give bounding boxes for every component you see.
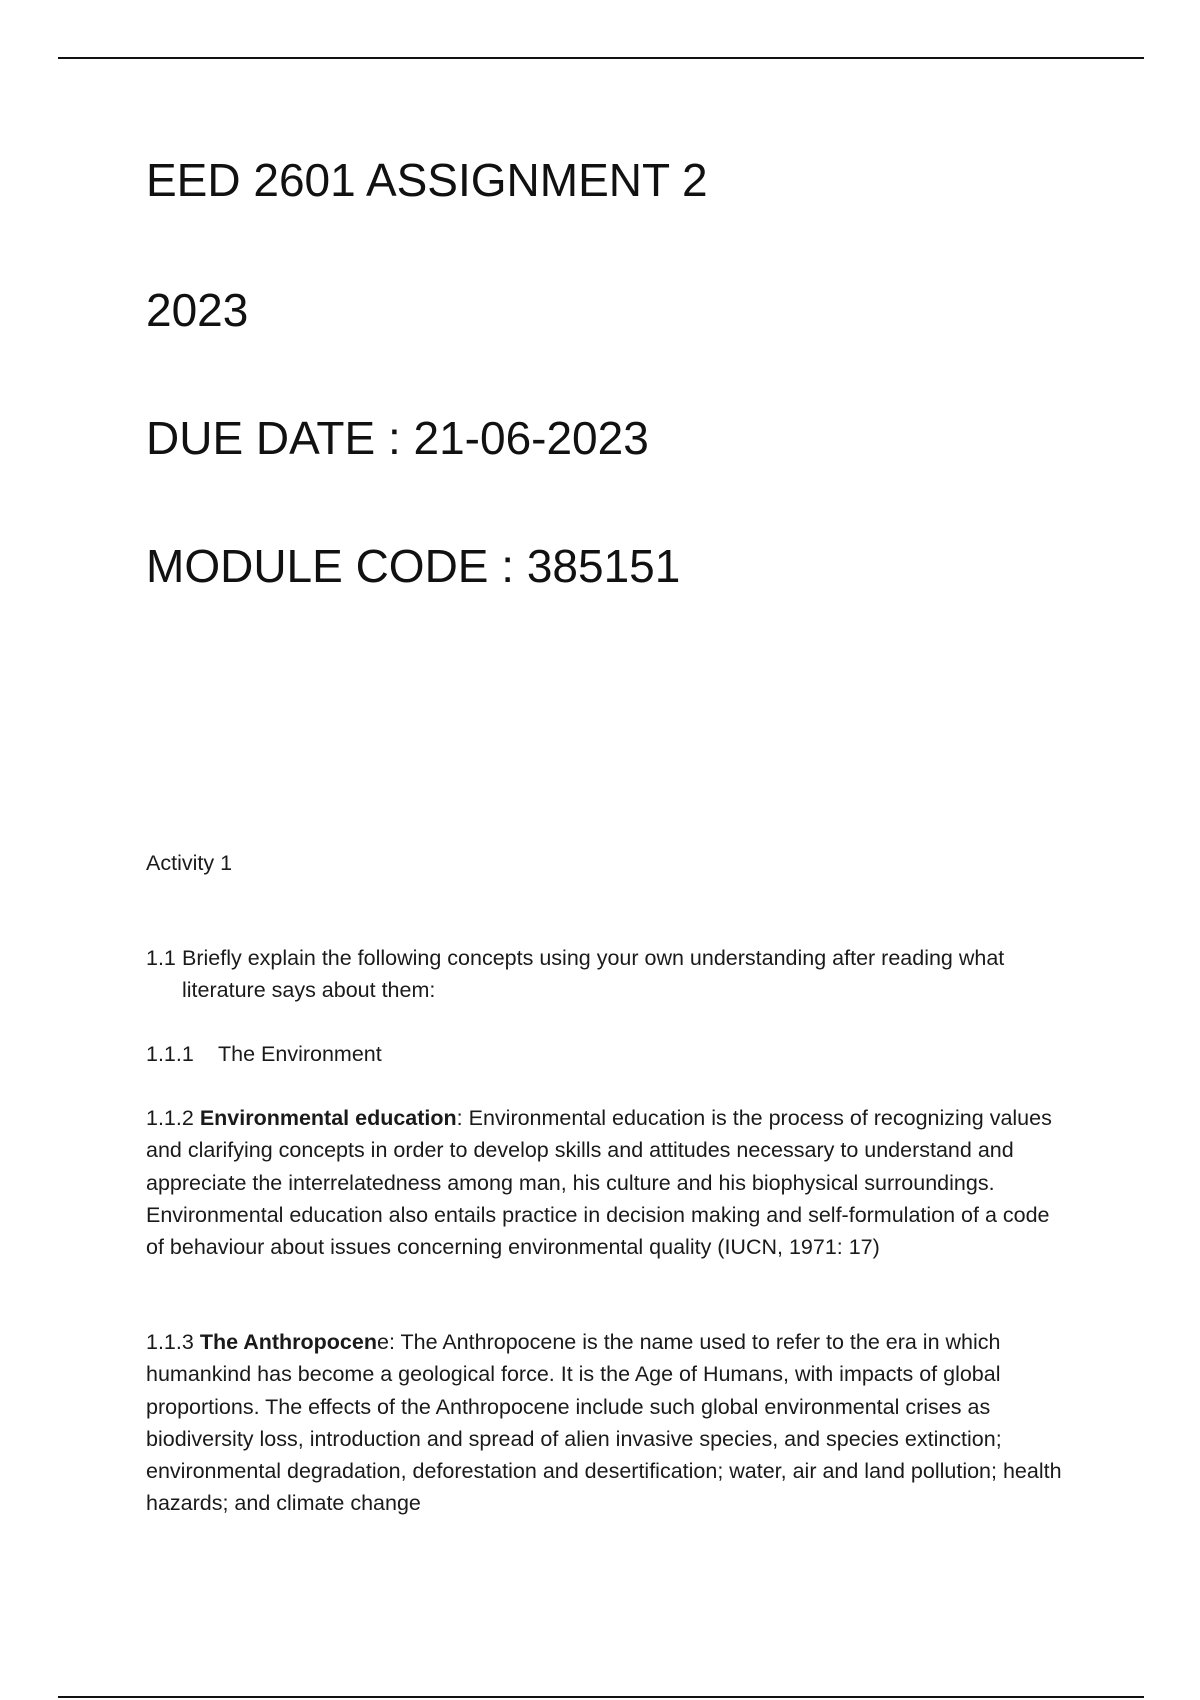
question-1-1 — [146, 942, 1076, 1007]
assignment-year: 2023 — [146, 284, 249, 336]
question-number: 1.1 — [146, 946, 176, 970]
item-1-1-2 — [146, 1102, 1066, 1263]
item-term: Environmental education — [199, 1106, 457, 1130]
bottom-divider — [58, 1696, 1144, 1698]
item-1-1-3 — [146, 1326, 1066, 1520]
item-term-suffix: e — [376, 1330, 389, 1354]
question-text: Briefly explain the following concepts using your own understanding after reading what literature says about them: — [182, 946, 1005, 1003]
module-code: MODULE CODE : 385151 — [146, 540, 681, 592]
top-divider — [58, 57, 1144, 59]
activity-label: Activity 1 — [146, 851, 233, 875]
item-definition: : Environmental education is the process of recognizing values and clarifying concepts in order to develop skills and attitudes necessary to understand and appreciate the interrelatedness among man, his culture and his biophysical surroundings. Environmental education also entails practice in decision making and self-formulation of a code of behaviour about issues concerning environmental quality (IUCN, 1971: 17) — [146, 1106, 1052, 1260]
due-date: DUE DATE : 21-06-2023 — [146, 412, 649, 464]
item-number: 1.1.2 — [146, 1106, 194, 1130]
assignment-title: EED 2601 ASSIGNMENT 2 — [146, 154, 708, 206]
item-definition: : The Anthropocene is the name used to refer to the era in which humankind has become a geological force. It is the Age of Humans, with impacts of global proportions. The effects of the Anthropocene include such global environmental crises as biodiversity loss, introduction and spread of alien invasive species, and species extinction; environmental degradation, deforestation and desertification; water, air and land pollution; health hazards; and climate change — [146, 1330, 1062, 1516]
item-term: The Environment — [218, 1042, 382, 1066]
item-number: 1.1.1 — [146, 1042, 194, 1066]
item-number: 1.1.3 — [146, 1330, 194, 1354]
item-term: The Anthropocen — [199, 1330, 377, 1354]
item-1-1-1 — [146, 1038, 382, 1070]
